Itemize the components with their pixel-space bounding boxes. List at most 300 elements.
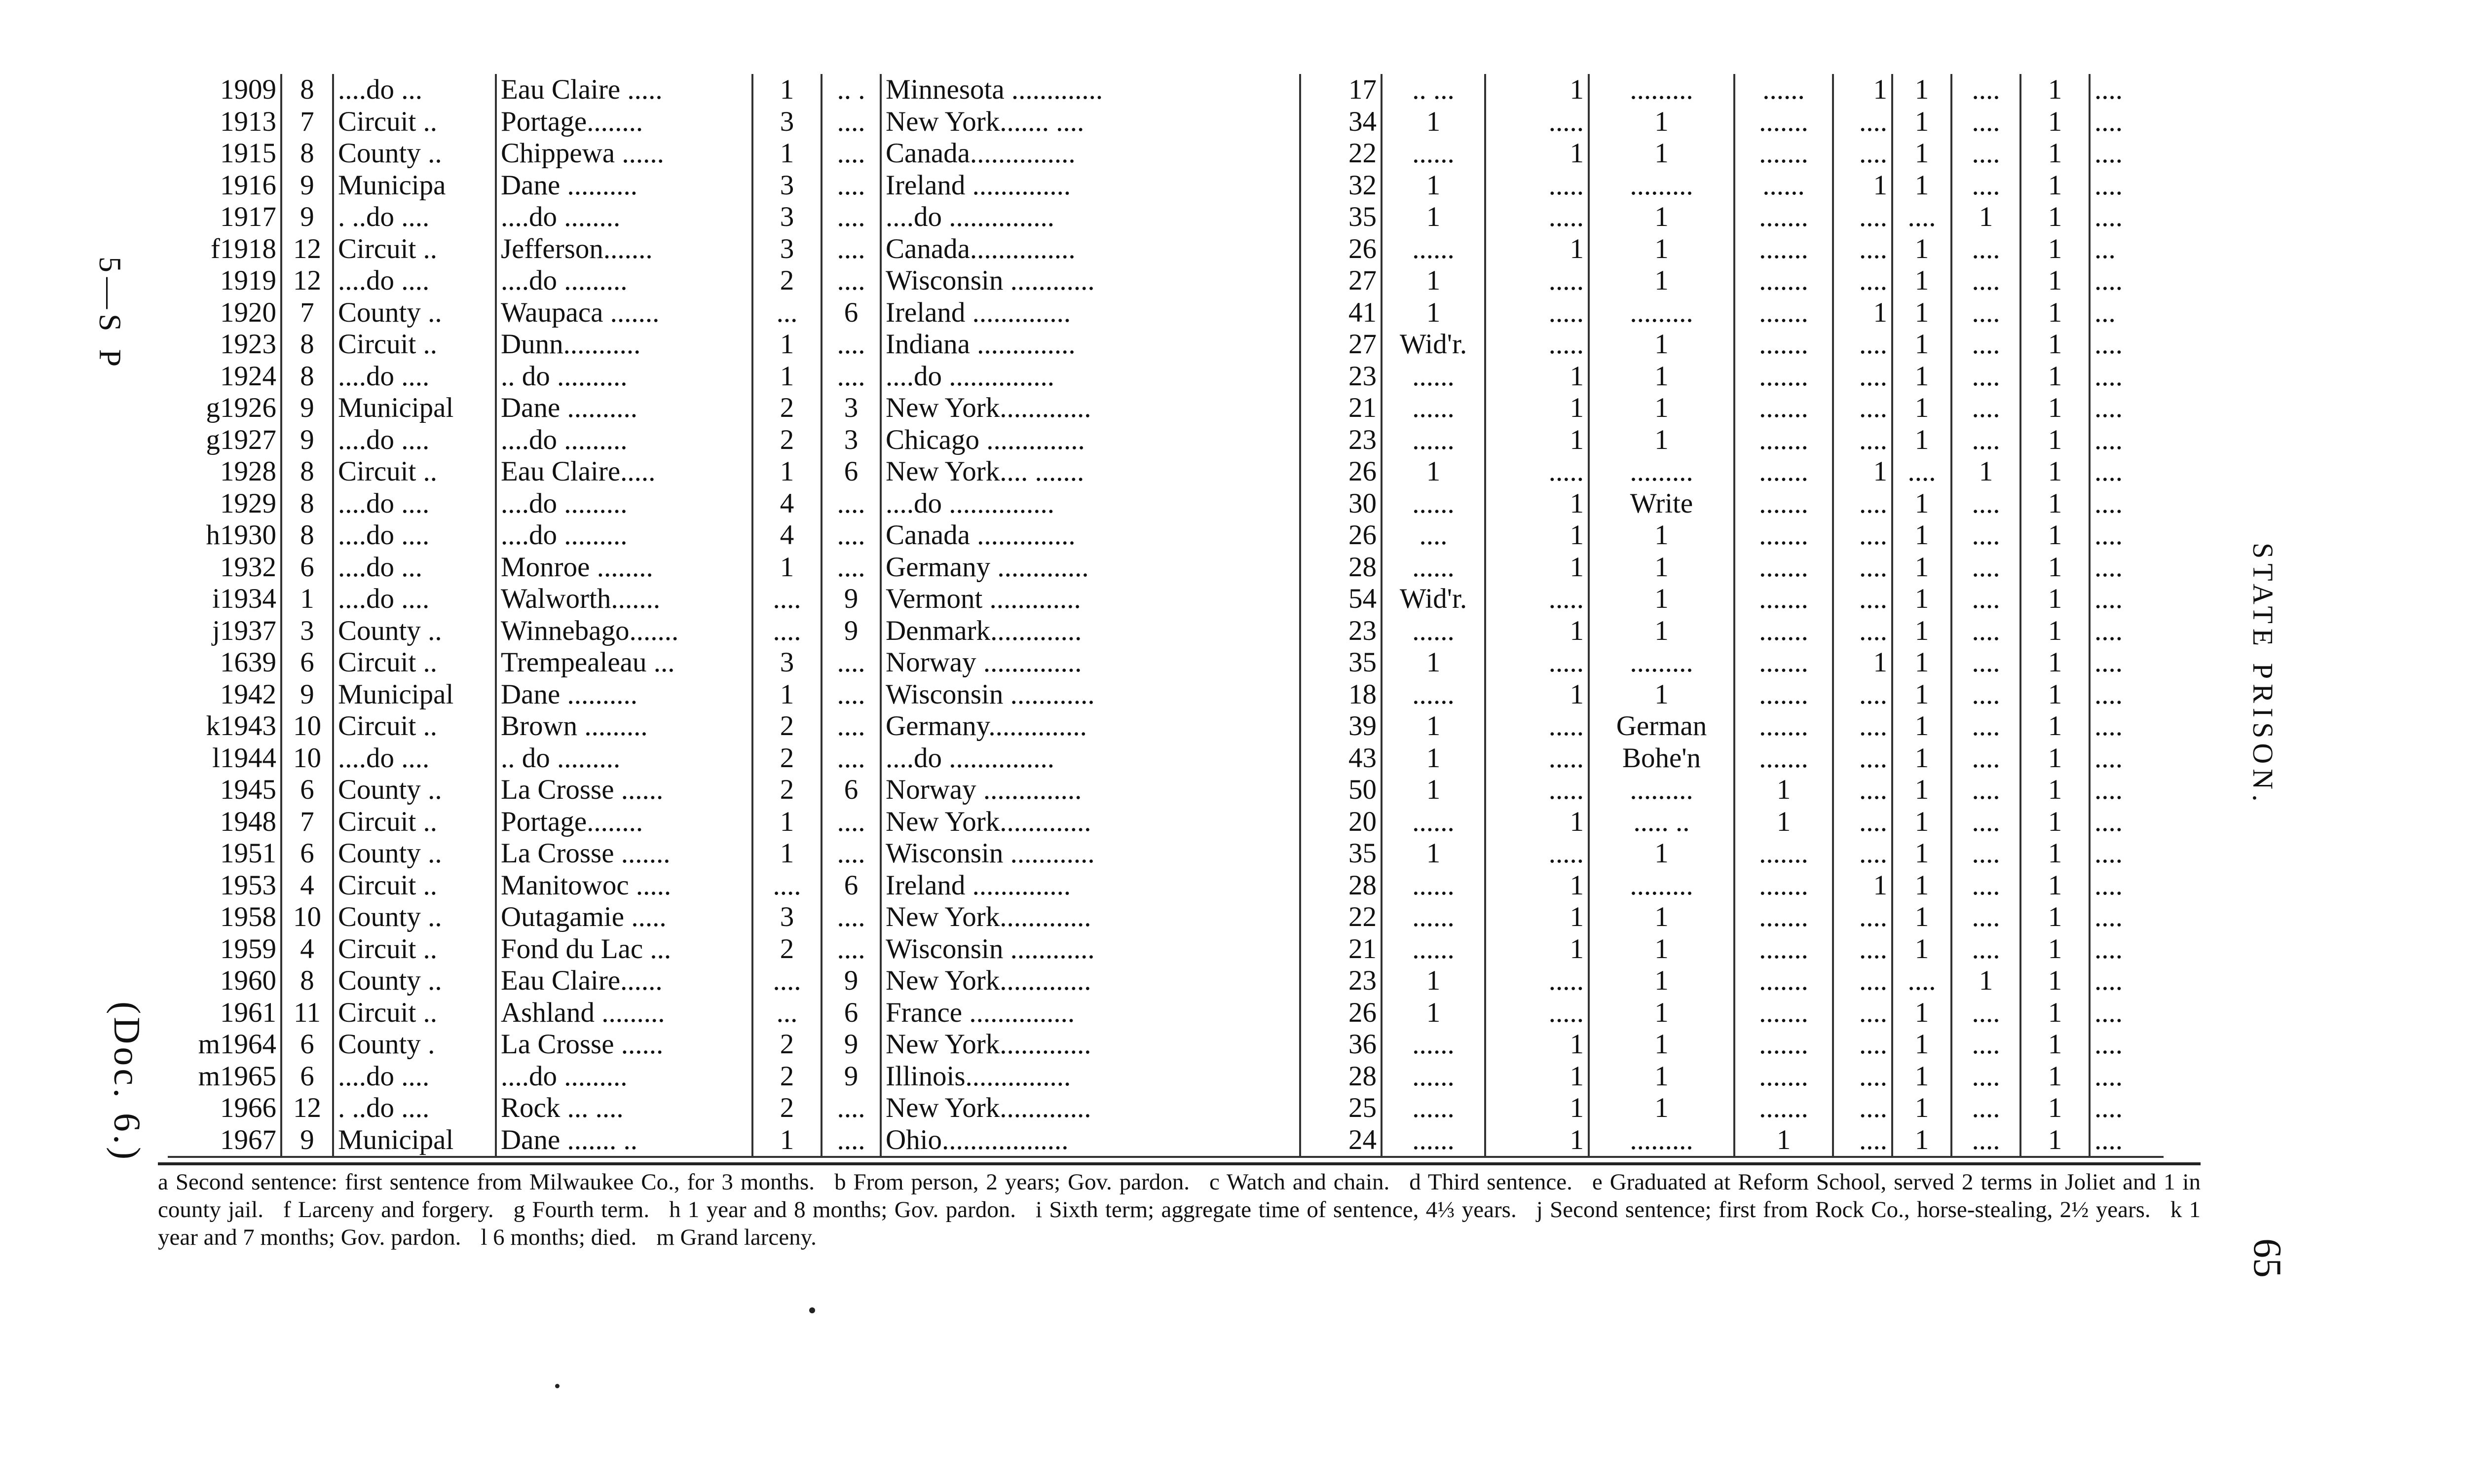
cell-col-b: .... bbox=[822, 806, 881, 838]
cell-occupation: Bohe'n bbox=[1589, 742, 1734, 775]
cell-col-g: 1 bbox=[2020, 583, 2090, 615]
cell-col-h: .... bbox=[2090, 392, 2164, 424]
cell-occupation: 1 bbox=[1589, 679, 1734, 711]
cell-col-h: .... bbox=[2090, 1092, 2164, 1124]
cell-col-d: .... bbox=[1833, 488, 1892, 520]
cell-age: 6 bbox=[281, 552, 333, 584]
cell-nativity: Wisconsin ............ bbox=[881, 679, 1300, 711]
table-row bbox=[168, 297, 2164, 329]
cell-year-number: 1916 bbox=[220, 169, 276, 201]
cell-col-a: 2 bbox=[752, 710, 822, 742]
cell-col-d: .... bbox=[1833, 392, 1892, 424]
cell-marital-b: 1 bbox=[1485, 1061, 1589, 1093]
cell-county: Outagamie ..... bbox=[496, 901, 752, 933]
cell-marital-a: 1 bbox=[1382, 997, 1485, 1029]
cell-marital-a: ...... bbox=[1382, 1061, 1485, 1093]
cell-col-a: 3 bbox=[752, 647, 822, 679]
cell-age-at-commitment: 26 bbox=[1300, 456, 1382, 488]
cell-age: 8 bbox=[281, 488, 333, 520]
cell-col-g: 1 bbox=[2020, 361, 2090, 393]
cell-year-number: 1967 bbox=[168, 1124, 281, 1157]
cell-occupation: 1 bbox=[1589, 361, 1734, 393]
cell-nativity: New York............. bbox=[881, 806, 1300, 838]
cell-col-b: .... bbox=[822, 1124, 881, 1157]
cell-col-e: 1 bbox=[1892, 679, 1951, 711]
cell-occupation: 1 bbox=[1589, 265, 1734, 297]
cell-marital-a: ...... bbox=[1382, 679, 1485, 711]
cell-col-g: 1 bbox=[2020, 265, 2090, 297]
cell-age-at-commitment: 23 bbox=[1300, 965, 1382, 997]
footnote: a Second sentence: first sentence from Milwaukee Co., for 3 months. bbox=[158, 1169, 815, 1195]
cell-occupation: 1 bbox=[1589, 138, 1734, 170]
cell-col-c: ....... bbox=[1734, 997, 1833, 1029]
cell-age-at-commitment: 50 bbox=[1300, 774, 1382, 806]
cell-age: 9 bbox=[281, 170, 333, 202]
cell-marital-b: ..... bbox=[1485, 965, 1589, 997]
cell-col-f: .... bbox=[1951, 901, 2020, 933]
cell-age: 10 bbox=[281, 901, 333, 933]
cell-col-d: .... bbox=[1833, 424, 1892, 456]
cell-county: ....do ........ bbox=[496, 201, 752, 233]
cell-col-g: 1 bbox=[2020, 806, 2090, 838]
cell-occupation: 1 bbox=[1589, 424, 1734, 456]
cell-court: ....do .... bbox=[333, 583, 496, 615]
cell-age: 6 bbox=[281, 1061, 333, 1093]
cell-col-b: 9 bbox=[822, 583, 881, 615]
cell-col-c: ....... bbox=[1734, 329, 1833, 361]
cell-year-number: 1919 bbox=[220, 265, 276, 296]
cell-year-number: 1966 bbox=[220, 1092, 276, 1123]
cell-occupation: 1 bbox=[1589, 1029, 1734, 1061]
cell-age-at-commitment: 35 bbox=[1300, 201, 1382, 233]
cell-col-d: .... bbox=[1833, 201, 1892, 233]
cell-nativity: Canada............... bbox=[881, 233, 1300, 265]
cell-col-d: 1 bbox=[1833, 74, 1892, 106]
cell-nativity: ....do ............... bbox=[881, 361, 1300, 393]
cell-marital-b: ..... bbox=[1485, 997, 1589, 1029]
cell-col-g: 1 bbox=[2020, 106, 2090, 138]
cell-nativity: ....do ............... bbox=[881, 488, 1300, 520]
cell-county: Manitowoc ..... bbox=[496, 870, 752, 902]
table-row bbox=[168, 138, 2164, 170]
cell-col-f: .... bbox=[1951, 806, 2020, 838]
cell-court: County .. bbox=[333, 615, 496, 647]
cell-age: 12 bbox=[281, 265, 333, 297]
cell-col-e: 1 bbox=[1892, 997, 1951, 1029]
cell-col-b: .... bbox=[822, 838, 881, 870]
cell-marital-a: ...... bbox=[1382, 933, 1485, 965]
cell-nativity: Wisconsin ............ bbox=[881, 838, 1300, 870]
cell-col-d: .... bbox=[1833, 1092, 1892, 1124]
cell-col-g: 1 bbox=[2020, 1029, 2090, 1061]
cell-col-a: 1 bbox=[752, 838, 822, 870]
cell-age: 11 bbox=[281, 997, 333, 1029]
cell-col-g: 1 bbox=[2020, 233, 2090, 265]
cell-col-g: 1 bbox=[2020, 552, 2090, 584]
cell-col-h: .... bbox=[2090, 774, 2164, 806]
cell-age-at-commitment: 27 bbox=[1300, 265, 1382, 297]
cell-nativity: Denmark............. bbox=[881, 615, 1300, 647]
cell-age-at-commitment: 23 bbox=[1300, 361, 1382, 393]
cell-court: ....do ... bbox=[333, 74, 496, 106]
table-row bbox=[168, 583, 2164, 615]
cell-age-at-commitment: 28 bbox=[1300, 1061, 1382, 1093]
cell-col-f: .... bbox=[1951, 1092, 2020, 1124]
cell-marital-b: 1 bbox=[1485, 138, 1589, 170]
cell-age-at-commitment: 26 bbox=[1300, 233, 1382, 265]
cell-year-number: 1639 bbox=[220, 647, 276, 678]
cell-col-b: .... bbox=[822, 710, 881, 742]
cell-col-h: .... bbox=[2090, 742, 2164, 775]
cell-age-at-commitment: 22 bbox=[1300, 901, 1382, 933]
table-row bbox=[168, 170, 2164, 202]
cell-marital-b: 1 bbox=[1485, 552, 1589, 584]
cell-marital-b: 1 bbox=[1485, 361, 1589, 393]
cell-year-number: 1951 bbox=[220, 838, 276, 869]
cell-col-d: .... bbox=[1833, 329, 1892, 361]
cell-marital-a: ...... bbox=[1382, 361, 1485, 393]
cell-col-e: 1 bbox=[1892, 138, 1951, 170]
cell-county: ....do ......... bbox=[496, 488, 752, 520]
cell-nativity: Norway .............. bbox=[881, 774, 1300, 806]
cell-col-b: .... bbox=[822, 361, 881, 393]
cell-col-f: .... bbox=[1951, 1124, 2020, 1157]
cell-col-h: .... bbox=[2090, 519, 2164, 552]
cell-col-a: 1 bbox=[752, 138, 822, 170]
cell-marital-a: 1 bbox=[1382, 456, 1485, 488]
cell-county: .. do .......... bbox=[496, 361, 752, 393]
cell-county: La Crosse ...... bbox=[496, 774, 752, 806]
cell-court: Circuit .. bbox=[333, 870, 496, 902]
cell-age: 7 bbox=[281, 106, 333, 138]
cell-age-at-commitment: 28 bbox=[1300, 552, 1382, 584]
cell-col-a: .... bbox=[752, 870, 822, 902]
cell-col-e: 1 bbox=[1892, 552, 1951, 584]
cell-court: County .. bbox=[333, 965, 496, 997]
cell-col-g: 1 bbox=[2020, 456, 2090, 488]
cell-nativity: New York....... .... bbox=[881, 106, 1300, 138]
cell-col-a: 4 bbox=[752, 519, 822, 552]
cell-county: Dane .......... bbox=[496, 679, 752, 711]
cell-col-c: ....... bbox=[1734, 965, 1833, 997]
cell-col-e: 1 bbox=[1892, 933, 1951, 965]
cell-occupation: 1 bbox=[1589, 329, 1734, 361]
table-row bbox=[168, 265, 2164, 297]
cell-col-g: 1 bbox=[2020, 1092, 2090, 1124]
cell-col-b: .... bbox=[822, 201, 881, 233]
cell-col-h: .... bbox=[2090, 138, 2164, 170]
cell-col-b: 9 bbox=[822, 1061, 881, 1093]
cell-age: 8 bbox=[281, 138, 333, 170]
cell-col-b: .... bbox=[822, 265, 881, 297]
cell-col-e: 1 bbox=[1892, 647, 1951, 679]
cell-marital-b: ..... bbox=[1485, 265, 1589, 297]
cell-col-b: .... bbox=[822, 329, 881, 361]
cell-county: Dunn........... bbox=[496, 329, 752, 361]
table-row bbox=[168, 838, 2164, 870]
cell-marital-a: 1 bbox=[1382, 647, 1485, 679]
cell-year-number: 1959 bbox=[220, 933, 276, 965]
cell-col-e: 1 bbox=[1892, 106, 1951, 138]
cell-col-h: .... bbox=[2090, 901, 2164, 933]
cell-marital-b: 1 bbox=[1485, 488, 1589, 520]
table-row bbox=[168, 456, 2164, 488]
cell-col-a: ... bbox=[752, 297, 822, 329]
cell-col-b: .... bbox=[822, 901, 881, 933]
cell-court: ....do .... bbox=[333, 1061, 496, 1093]
cell-col-h: .... bbox=[2090, 552, 2164, 584]
cell-col-a: 1 bbox=[752, 361, 822, 393]
cell-col-d: .... bbox=[1833, 774, 1892, 806]
cell-col-c: ....... bbox=[1734, 615, 1833, 647]
table-row bbox=[168, 710, 2164, 742]
cell-col-c: ....... bbox=[1734, 679, 1833, 711]
cell-col-d: .... bbox=[1833, 552, 1892, 584]
cell-age-at-commitment: 21 bbox=[1300, 933, 1382, 965]
cell-age-at-commitment: 17 bbox=[1300, 74, 1382, 106]
cell-marital-b: 1 bbox=[1485, 424, 1589, 456]
cell-col-f: 1 bbox=[1951, 456, 2020, 488]
cell-age: 9 bbox=[281, 424, 333, 456]
cell-nativity: Chicago .............. bbox=[881, 424, 1300, 456]
cell-col-c: ....... bbox=[1734, 710, 1833, 742]
cell-occupation: ......... bbox=[1589, 74, 1734, 106]
footnote: l 6 months; died. bbox=[481, 1224, 637, 1250]
cell-col-a: 1 bbox=[752, 456, 822, 488]
cell-col-d: .... bbox=[1833, 901, 1892, 933]
cell-occupation: German bbox=[1589, 710, 1734, 742]
doc-label: (Doc. 6.) bbox=[106, 1002, 148, 1163]
cell-col-b: 6 bbox=[822, 456, 881, 488]
cell-year-number: h1930 bbox=[206, 519, 276, 551]
cell-col-e: 1 bbox=[1892, 1029, 1951, 1061]
table-row bbox=[168, 647, 2164, 679]
cell-col-g: 1 bbox=[2020, 965, 2090, 997]
cell-court: County .. bbox=[333, 901, 496, 933]
cell-marital-a: ...... bbox=[1382, 424, 1485, 456]
cell-nativity: Wisconsin ............ bbox=[881, 933, 1300, 965]
cell-col-e: 1 bbox=[1892, 615, 1951, 647]
cell-age: 10 bbox=[281, 710, 333, 742]
cell-county: .. do ......... bbox=[496, 742, 752, 775]
cell-age-at-commitment: 28 bbox=[1300, 870, 1382, 902]
cell-nativity: New York............. bbox=[881, 1092, 1300, 1124]
cell-nativity: Indiana .............. bbox=[881, 329, 1300, 361]
table-row bbox=[168, 361, 2164, 393]
cell-col-c: ....... bbox=[1734, 233, 1833, 265]
cell-col-b: 9 bbox=[822, 615, 881, 647]
cell-col-b: .... bbox=[822, 519, 881, 552]
cell-age-at-commitment: 22 bbox=[1300, 138, 1382, 170]
cell-court: Circuit .. bbox=[333, 806, 496, 838]
cell-age: 3 bbox=[281, 615, 333, 647]
cell-col-a: 1 bbox=[752, 806, 822, 838]
cell-col-e: .... bbox=[1892, 201, 1951, 233]
ink-speck bbox=[809, 1307, 815, 1313]
table-row bbox=[168, 74, 2164, 106]
cell-col-a: .... bbox=[752, 965, 822, 997]
cell-col-b: .... bbox=[822, 106, 881, 138]
cell-nativity: ....do ............... bbox=[881, 742, 1300, 775]
cell-marital-a: ...... bbox=[1382, 233, 1485, 265]
cell-col-g: 1 bbox=[2020, 997, 2090, 1029]
cell-age-at-commitment: 35 bbox=[1300, 838, 1382, 870]
cell-col-f: .... bbox=[1951, 170, 2020, 202]
cell-occupation: 1 bbox=[1589, 997, 1734, 1029]
cell-marital-a: Wid'r. bbox=[1382, 583, 1485, 615]
cell-col-e: 1 bbox=[1892, 488, 1951, 520]
cell-court: . ..do .... bbox=[333, 201, 496, 233]
cell-marital-b: 1 bbox=[1485, 806, 1589, 838]
cell-col-f: .... bbox=[1951, 647, 2020, 679]
cell-nativity: Norway .............. bbox=[881, 647, 1300, 679]
cell-col-a: 2 bbox=[752, 1061, 822, 1093]
cell-occupation: Write bbox=[1589, 488, 1734, 520]
cell-col-g: 1 bbox=[2020, 329, 2090, 361]
footnote: c Watch and chain. bbox=[1209, 1169, 1390, 1195]
cell-col-e: 1 bbox=[1892, 583, 1951, 615]
cell-col-f: .... bbox=[1951, 74, 2020, 106]
cell-occupation: 1 bbox=[1589, 106, 1734, 138]
cell-occupation: 1 bbox=[1589, 838, 1734, 870]
cell-occupation: 1 bbox=[1589, 201, 1734, 233]
cell-col-f: .... bbox=[1951, 679, 2020, 711]
cell-col-c: 1 bbox=[1734, 1124, 1833, 1157]
cell-occupation: 1 bbox=[1589, 1092, 1734, 1124]
cell-col-b: .... bbox=[822, 933, 881, 965]
footnote: h 1 year and 8 months; Gov. pardon. bbox=[669, 1197, 1016, 1223]
cell-col-f: .... bbox=[1951, 138, 2020, 170]
cell-col-c: ...... bbox=[1734, 170, 1833, 202]
cell-year-number: i1934 bbox=[212, 583, 276, 614]
cell-marital-a: 1 bbox=[1382, 170, 1485, 202]
cell-col-b: .... bbox=[822, 170, 881, 202]
cell-col-g: 1 bbox=[2020, 615, 2090, 647]
cell-year-number: 1942 bbox=[220, 678, 276, 710]
cell-col-h: .... bbox=[2090, 933, 2164, 965]
cell-col-b: .... bbox=[822, 552, 881, 584]
cell-nativity: Canada............... bbox=[881, 138, 1300, 170]
cell-col-e: 1 bbox=[1892, 1124, 1951, 1157]
cell-col-a: ... bbox=[752, 997, 822, 1029]
footnotes bbox=[158, 1162, 2201, 1251]
cell-marital-b: ..... bbox=[1485, 710, 1589, 742]
cell-age-at-commitment: 23 bbox=[1300, 424, 1382, 456]
cell-marital-a: 1 bbox=[1382, 265, 1485, 297]
cell-col-b: .. . bbox=[822, 74, 881, 106]
cell-col-h: .... bbox=[2090, 679, 2164, 711]
cell-col-c: ....... bbox=[1734, 424, 1833, 456]
table-row bbox=[168, 392, 2164, 424]
cell-year-number: 1923 bbox=[220, 329, 276, 360]
cell-col-g: 1 bbox=[2020, 392, 2090, 424]
cell-age-at-commitment: 26 bbox=[1300, 519, 1382, 552]
cell-col-h: .... bbox=[2090, 488, 2164, 520]
cell-col-g: 1 bbox=[2020, 74, 2090, 106]
cell-col-c: ....... bbox=[1734, 933, 1833, 965]
cell-col-f: .... bbox=[1951, 742, 2020, 775]
cell-marital-a: 1 bbox=[1382, 965, 1485, 997]
cell-court: Municipal bbox=[333, 679, 496, 711]
cell-marital-b: 1 bbox=[1485, 933, 1589, 965]
cell-col-f: .... bbox=[1951, 838, 2020, 870]
cell-age-at-commitment: 35 bbox=[1300, 647, 1382, 679]
cell-nativity: Minnesota ............. bbox=[881, 74, 1300, 106]
footnote: d Third sentence. bbox=[1409, 1169, 1572, 1195]
cell-age: 12 bbox=[281, 233, 333, 265]
cell-col-f: .... bbox=[1951, 552, 2020, 584]
cell-age: 8 bbox=[281, 329, 333, 361]
cell-court: ....do .... bbox=[333, 361, 496, 393]
cell-year-number: j1937 bbox=[212, 615, 276, 646]
cell-marital-b: 1 bbox=[1485, 74, 1589, 106]
cell-col-c: 1 bbox=[1734, 806, 1833, 838]
cell-col-e: 1 bbox=[1892, 329, 1951, 361]
cell-county: La Crosse ....... bbox=[496, 838, 752, 870]
cell-col-h: .... bbox=[2090, 806, 2164, 838]
cell-col-b: 6 bbox=[822, 870, 881, 902]
cell-col-c: ....... bbox=[1734, 1092, 1833, 1124]
cell-col-a: .... bbox=[752, 615, 822, 647]
cell-age-at-commitment: 24 bbox=[1300, 1124, 1382, 1157]
cell-col-d: .... bbox=[1833, 679, 1892, 711]
cell-age: 9 bbox=[281, 201, 333, 233]
cell-col-f: .... bbox=[1951, 233, 2020, 265]
cell-col-e: 1 bbox=[1892, 1092, 1951, 1124]
cell-county: Dane .......... bbox=[496, 392, 752, 424]
cell-col-g: 1 bbox=[2020, 170, 2090, 202]
cell-age: 10 bbox=[281, 742, 333, 775]
cell-age-at-commitment: 20 bbox=[1300, 806, 1382, 838]
cell-col-f: .... bbox=[1951, 933, 2020, 965]
cell-county: Trempealeau ... bbox=[496, 647, 752, 679]
cell-occupation: ......... bbox=[1589, 774, 1734, 806]
cell-col-a: 2 bbox=[752, 1029, 822, 1061]
cell-nativity: Ireland .............. bbox=[881, 870, 1300, 902]
cell-col-d: .... bbox=[1833, 233, 1892, 265]
cell-col-a: 2 bbox=[752, 774, 822, 806]
cell-nativity: Illinois............... bbox=[881, 1061, 1300, 1093]
cell-year-number: 1917 bbox=[220, 201, 276, 232]
cell-col-e: 1 bbox=[1892, 806, 1951, 838]
cell-marital-a: .... bbox=[1382, 519, 1485, 552]
cell-col-h: ... bbox=[2090, 297, 2164, 329]
cell-col-g: 1 bbox=[2020, 933, 2090, 965]
cell-col-d: .... bbox=[1833, 965, 1892, 997]
cell-col-a: 1 bbox=[752, 74, 822, 106]
cell-age: 7 bbox=[281, 297, 333, 329]
cell-age: 9 bbox=[281, 392, 333, 424]
cell-col-g: 1 bbox=[2020, 870, 2090, 902]
cell-occupation: ......... bbox=[1589, 170, 1734, 202]
cell-nativity: Germany.............. bbox=[881, 710, 1300, 742]
cell-year-number: 1928 bbox=[220, 456, 276, 487]
cell-court: County .. bbox=[333, 138, 496, 170]
cell-marital-b: ..... bbox=[1485, 742, 1589, 775]
cell-col-h: ... bbox=[2090, 233, 2164, 265]
cell-occupation: 1 bbox=[1589, 933, 1734, 965]
footnote: e Graduated at Reform School, served 2 terms in Joliet and 1 in county jail. bbox=[158, 1169, 2201, 1223]
cell-marital-a: ...... bbox=[1382, 870, 1485, 902]
cell-col-g: 1 bbox=[2020, 1124, 2090, 1157]
cell-age: 6 bbox=[281, 838, 333, 870]
cell-marital-b: 1 bbox=[1485, 1029, 1589, 1061]
cell-year-number: 1948 bbox=[220, 806, 276, 837]
cell-col-a: .... bbox=[752, 583, 822, 615]
cell-court: Circuit .. bbox=[333, 233, 496, 265]
cell-marital-b: 1 bbox=[1485, 392, 1589, 424]
cell-marital-b: 1 bbox=[1485, 233, 1589, 265]
